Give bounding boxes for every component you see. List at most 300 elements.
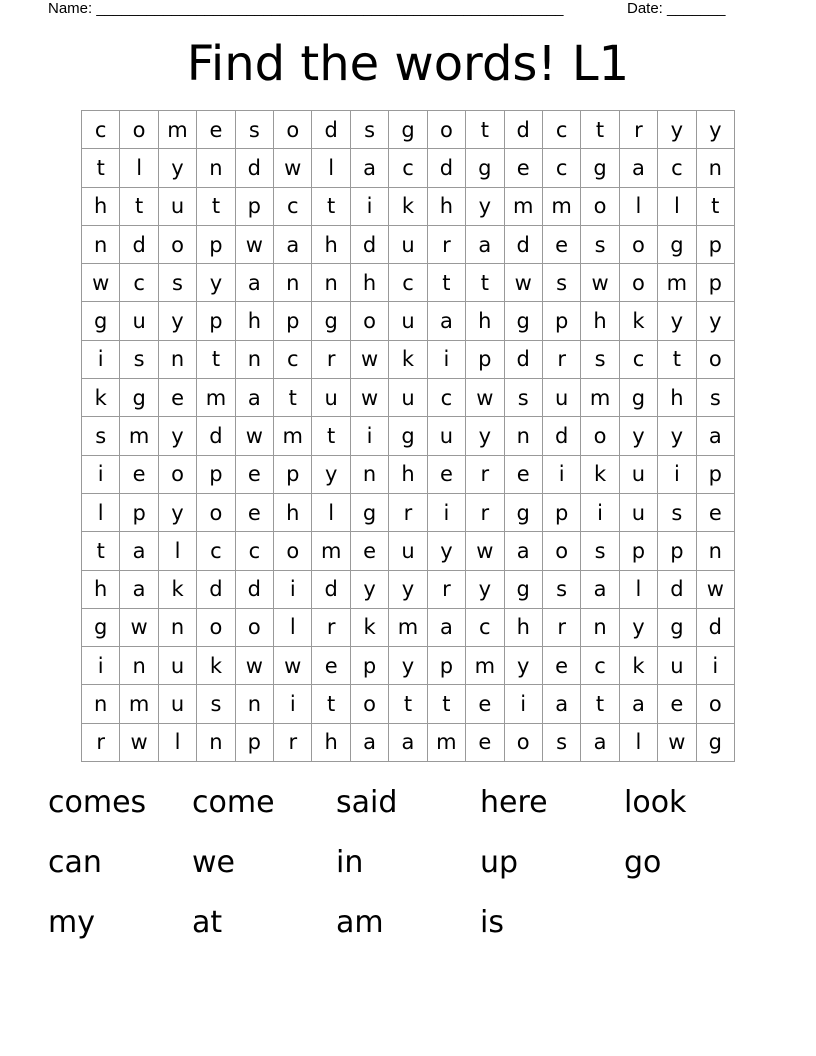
grid-cell: p [697,226,735,264]
grid-cell: i [543,456,581,494]
grid-cell: k [159,571,197,609]
grid-cell: e [658,685,696,723]
grid-cell: a [389,724,427,762]
name-field-label: Name: ________________________________________________________ [48,0,564,17]
grid-cell: y [312,456,350,494]
grid-cell: a [620,149,658,187]
grid-cell: t [274,379,312,417]
grid-cell: n [274,264,312,302]
grid-cell: c [581,647,619,685]
word-list-item: in [336,845,364,880]
grid-cell: c [543,111,581,149]
grid-cell: m [428,724,466,762]
grid-cell: r [466,456,504,494]
grid-cell: k [197,647,235,685]
grid-cell: d [312,571,350,609]
grid-cell: w [466,532,504,570]
grid-cell: s [82,417,120,455]
grid-cell: c [236,532,274,570]
grid-cell: y [658,111,696,149]
grid-cell: e [543,226,581,264]
grid-cell: w [466,379,504,417]
word-list-item: am [336,905,384,940]
grid-cell: t [428,264,466,302]
grid-cell: s [120,341,158,379]
grid-cell: d [236,571,274,609]
grid-cell: t [197,188,235,226]
grid-cell: d [543,417,581,455]
grid-cell: h [428,188,466,226]
grid-cell: u [120,302,158,340]
grid-cell: s [581,341,619,379]
word-list-item: here [480,785,548,820]
grid-cell: k [620,302,658,340]
date-field-label: Date: _______ [627,0,726,17]
word-list [48,775,768,955]
grid-cell: o [351,685,389,723]
grid-cell: h [312,724,350,762]
word-list-item: can [48,845,102,880]
grid-cell: e [543,647,581,685]
grid-cell: u [159,685,197,723]
grid-cell: g [312,302,350,340]
grid-cell: u [620,456,658,494]
grid-cell: u [159,647,197,685]
grid-cell: t [466,111,504,149]
grid-cell: t [312,417,350,455]
grid-cell: o [197,494,235,532]
grid-cell: w [351,341,389,379]
grid-cell: a [428,302,466,340]
grid-cell: e [312,647,350,685]
grid-cell: d [697,609,735,647]
grid-cell: t [581,685,619,723]
grid-cell: w [658,724,696,762]
grid-cell: a [428,609,466,647]
grid-cell: t [82,532,120,570]
grid-cell: s [351,111,389,149]
grid-cell: d [505,341,543,379]
grid-cell: m [505,188,543,226]
grid-cell: m [466,647,504,685]
grid-cell: i [697,647,735,685]
grid-cell: a [620,685,658,723]
grid-cell: m [543,188,581,226]
grid-cell: y [658,417,696,455]
grid-cell: r [620,111,658,149]
grid-cell: d [120,226,158,264]
grid-cell: o [274,111,312,149]
grid-cell: h [82,188,120,226]
grid-cell: p [197,302,235,340]
grid-cell: l [620,724,658,762]
grid-cell: p [236,188,274,226]
grid-cell: o [236,609,274,647]
grid-cell: s [697,379,735,417]
grid-cell: e [159,379,197,417]
grid-cell: g [620,379,658,417]
grid-cell: t [197,341,235,379]
word-list-item: said [336,785,398,820]
grid-cell: d [197,571,235,609]
grid-cell: i [274,685,312,723]
grid-cell: p [697,456,735,494]
grid-cell: r [428,226,466,264]
grid-cell: e [505,149,543,187]
grid-cell: o [697,685,735,723]
grid-cell: o [581,188,619,226]
grid-cell: d [658,571,696,609]
grid-cell: t [312,685,350,723]
grid-cell: c [197,532,235,570]
grid-cell: m [274,417,312,455]
grid-cell: o [428,111,466,149]
grid-cell: n [159,341,197,379]
grid-cell: c [274,341,312,379]
grid-cell: n [312,264,350,302]
grid-cell: h [658,379,696,417]
grid-cell: a [581,571,619,609]
word-list-item: we [192,845,235,880]
grid-cell: o [120,111,158,149]
grid-cell: e [697,494,735,532]
grid-cell: d [505,226,543,264]
grid-cell: i [274,571,312,609]
grid-cell: s [543,264,581,302]
grid-cell: e [466,685,504,723]
word-list-item: comes [48,785,147,820]
word-list-item: up [480,845,519,880]
grid-cell: e [466,724,504,762]
grid-cell: w [274,647,312,685]
grid-cell: a [120,571,158,609]
grid-cell: o [159,456,197,494]
grid-cell: g [120,379,158,417]
grid-cell: w [82,264,120,302]
grid-cell: c [120,264,158,302]
grid-cell: c [466,609,504,647]
grid-cell: c [543,149,581,187]
word-search-grid [81,110,735,762]
grid-cell: a [236,379,274,417]
grid-cell: s [159,264,197,302]
grid-cell: k [620,647,658,685]
grid-cell: r [466,494,504,532]
grid-cell: y [428,532,466,570]
grid-cell: r [543,609,581,647]
grid-cell: a [505,532,543,570]
grid-cell: i [505,685,543,723]
grid-cell: g [82,609,120,647]
grid-cell: u [389,226,427,264]
grid-cell: u [312,379,350,417]
grid-cell: e [428,456,466,494]
grid-cell: p [620,532,658,570]
grid-cell: r [428,571,466,609]
grid-cell: s [543,571,581,609]
grid-cell: t [466,264,504,302]
grid-cell: d [197,417,235,455]
grid-cell: o [697,341,735,379]
grid-cell: n [697,532,735,570]
grid-cell: h [274,494,312,532]
grid-cell: p [543,302,581,340]
grid-cell: u [658,647,696,685]
grid-cell: w [236,647,274,685]
grid-cell: y [697,111,735,149]
grid-cell: p [197,226,235,264]
grid-cell: d [505,111,543,149]
grid-cell: y [159,494,197,532]
grid-cell: l [159,724,197,762]
grid-cell: o [620,264,658,302]
grid-cell: k [389,188,427,226]
grid-cell: s [236,111,274,149]
grid-cell: n [197,149,235,187]
grid-cell: o [274,532,312,570]
grid-cell: h [82,571,120,609]
grid-cell: k [82,379,120,417]
grid-cell: n [197,724,235,762]
grid-cell: o [543,532,581,570]
grid-cell: g [697,724,735,762]
grid-cell: i [428,494,466,532]
grid-cell: s [581,226,619,264]
grid-cell: s [543,724,581,762]
grid-cell: l [159,532,197,570]
grid-cell: n [697,149,735,187]
grid-cell: g [581,149,619,187]
grid-cell: y [351,571,389,609]
grid-cell: w [505,264,543,302]
grid-cell: w [120,609,158,647]
grid-cell: e [236,494,274,532]
grid-cell: d [351,226,389,264]
grid-cell: m [312,532,350,570]
grid-cell: y [620,417,658,455]
grid-cell: c [658,149,696,187]
grid-cell: n [505,417,543,455]
word-list-item: come [192,785,275,820]
grid-cell: i [351,188,389,226]
grid-cell: w [351,379,389,417]
grid-cell: g [658,226,696,264]
grid-cell: w [581,264,619,302]
grid-cell: l [658,188,696,226]
grid-cell: g [505,571,543,609]
grid-cell: l [312,149,350,187]
grid-cell: d [428,149,466,187]
grid-cell: w [236,226,274,264]
grid-cell: o [351,302,389,340]
grid-cell: p [428,647,466,685]
grid-cell: e [120,456,158,494]
grid-cell: r [312,341,350,379]
grid-cell: u [428,417,466,455]
grid-cell: p [351,647,389,685]
grid-cell: e [197,111,235,149]
grid-cell: u [159,188,197,226]
grid-cell: k [581,456,619,494]
grid-cell: g [466,149,504,187]
grid-cell: g [505,302,543,340]
grid-cell: e [236,456,274,494]
word-list-item: at [192,905,223,940]
grid-cell: t [312,188,350,226]
grid-cell: p [274,456,312,494]
grid-cell: u [543,379,581,417]
grid-cell: l [620,571,658,609]
grid-cell: a [120,532,158,570]
grid-cell: n [159,609,197,647]
grid-cell: h [236,302,274,340]
grid-cell: s [197,685,235,723]
grid-cell: h [466,302,504,340]
grid-cell: y [658,302,696,340]
grid-cell: t [120,188,158,226]
word-list-item: go [624,845,662,880]
grid-cell: s [581,532,619,570]
grid-cell: m [389,609,427,647]
grid-cell: t [581,111,619,149]
grid-cell: l [120,149,158,187]
grid-cell: y [159,149,197,187]
grid-cell: u [389,532,427,570]
grid-cell: u [620,494,658,532]
grid-cell: y [505,647,543,685]
word-list-item: my [48,905,95,940]
grid-cell: n [581,609,619,647]
grid-cell: h [505,609,543,647]
grid-cell: y [197,264,235,302]
grid-cell: r [274,724,312,762]
grid-cell: e [351,532,389,570]
grid-cell: l [82,494,120,532]
grid-cell: a [543,685,581,723]
grid-cell: n [82,685,120,723]
grid-cell: s [658,494,696,532]
grid-cell: a [274,226,312,264]
grid-cell: g [389,417,427,455]
grid-cell: k [351,609,389,647]
grid-cell: r [389,494,427,532]
grid-cell: p [120,494,158,532]
grid-cell: y [389,571,427,609]
grid-cell: m [197,379,235,417]
grid-cell: g [351,494,389,532]
grid-cell: r [312,609,350,647]
grid-cell: n [236,341,274,379]
grid-cell: u [389,302,427,340]
grid-cell: w [697,571,735,609]
grid-cell: y [697,302,735,340]
grid-cell: n [120,647,158,685]
grid-cell: h [312,226,350,264]
grid-cell: h [389,456,427,494]
grid-cell: p [466,341,504,379]
grid-cell: h [351,264,389,302]
grid-cell: w [274,149,312,187]
grid-cell: y [159,417,197,455]
grid-cell: i [581,494,619,532]
page-title: Find the words! L1 [186,36,630,92]
grid-cell: d [312,111,350,149]
grid-cell: n [236,685,274,723]
grid-cell: s [505,379,543,417]
grid-cell: n [351,456,389,494]
grid-cell: c [389,149,427,187]
grid-cell: l [274,609,312,647]
grid-cell: o [620,226,658,264]
grid-cell: c [82,111,120,149]
grid-cell: t [658,341,696,379]
grid-cell: i [82,341,120,379]
grid-cell: m [159,111,197,149]
grid-cell: m [581,379,619,417]
grid-cell: o [581,417,619,455]
grid-cell: t [82,149,120,187]
grid-cell: c [274,188,312,226]
grid-cell: p [236,724,274,762]
grid-cell: y [620,609,658,647]
grid-cell: y [466,188,504,226]
grid-cell: i [82,456,120,494]
grid-cell: c [620,341,658,379]
grid-cell: u [389,379,427,417]
grid-cell: y [466,417,504,455]
grid-cell: a [697,417,735,455]
grid-cell: k [389,341,427,379]
grid-cell: t [428,685,466,723]
grid-cell: g [658,609,696,647]
grid-cell: i [82,647,120,685]
grid-cell: p [274,302,312,340]
grid-cell: a [236,264,274,302]
grid-cell: l [620,188,658,226]
grid-cell: a [466,226,504,264]
grid-cell: o [505,724,543,762]
grid-cell: i [351,417,389,455]
grid-cell: i [428,341,466,379]
grid-cell: p [658,532,696,570]
grid-cell: m [120,685,158,723]
grid-cell: d [236,149,274,187]
grid-cell: y [159,302,197,340]
grid-cell: p [697,264,735,302]
grid-cell: a [351,149,389,187]
grid-cell: g [389,111,427,149]
word-list-item: look [624,785,687,820]
grid-cell: c [389,264,427,302]
grid-cell: w [236,417,274,455]
grid-cell: o [197,609,235,647]
grid-cell: y [389,647,427,685]
grid-cell: w [120,724,158,762]
grid-cell: p [197,456,235,494]
grid-cell: m [658,264,696,302]
grid-cell: h [581,302,619,340]
grid-cell: t [389,685,427,723]
grid-cell: n [82,226,120,264]
grid-cell: l [312,494,350,532]
grid-cell: r [543,341,581,379]
grid-cell: p [543,494,581,532]
grid-cell: t [697,188,735,226]
grid-cell: a [351,724,389,762]
grid-cell: i [658,456,696,494]
grid-cell: o [159,226,197,264]
grid-cell: y [466,571,504,609]
